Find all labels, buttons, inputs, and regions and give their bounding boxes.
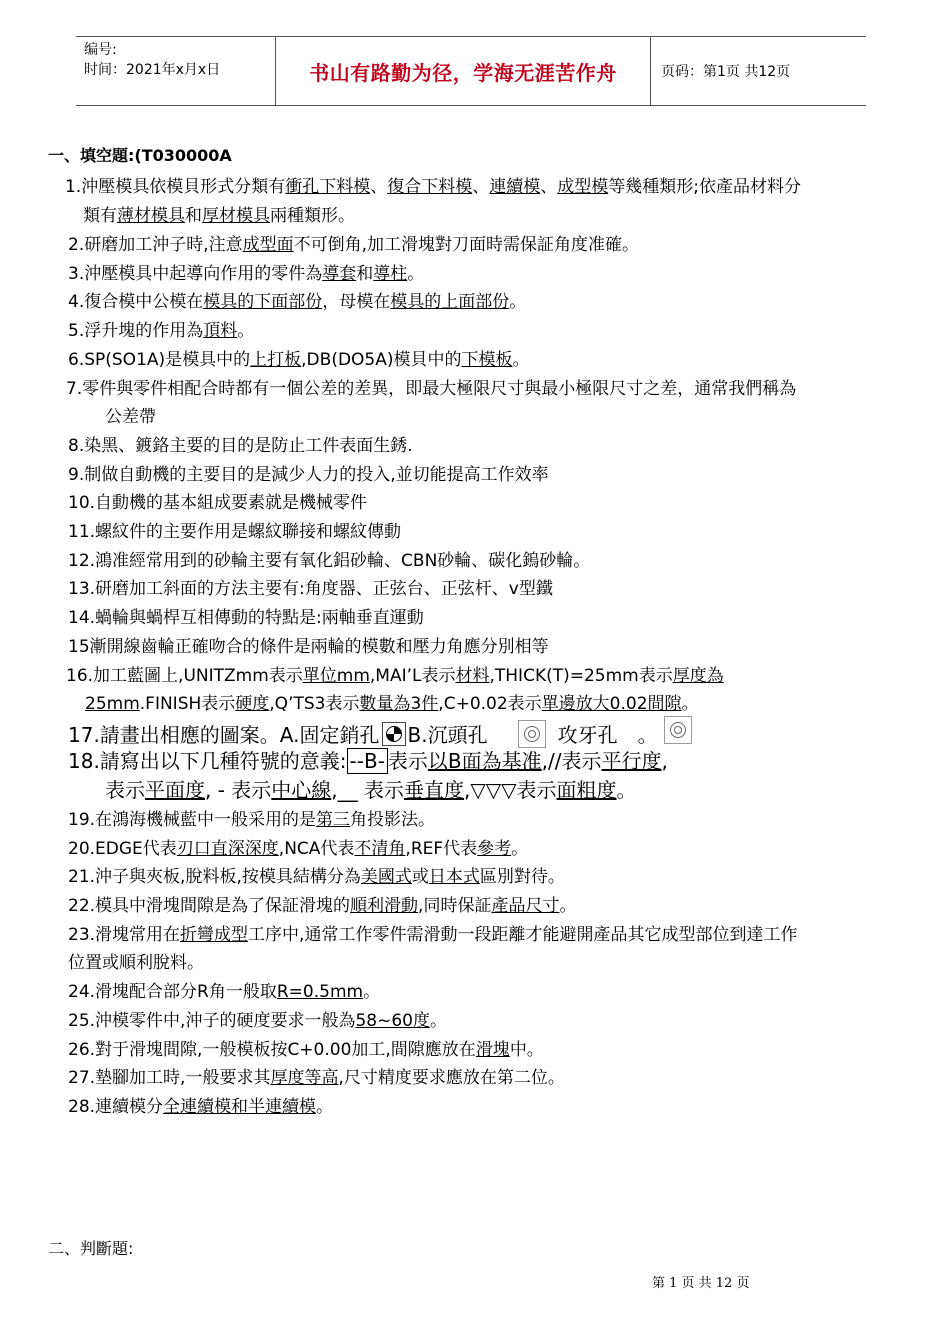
item-22: 22.模具中滑塊間隙是為了保証滑塊的順利滑動,同時保証產品尺寸。 — [68, 896, 577, 916]
item-23-line1: 23.滑塊常用在折彎成型工序中,通常工作零件需滑動一段距離才能避開產品其它成型部位到達工作 — [68, 925, 798, 945]
item-25: 25.沖模零件中,沖子的硬度要求一般為58~60度。 — [68, 1011, 447, 1031]
item-7-line2: 公差帶 — [105, 407, 156, 427]
tapped-hole-icon — [664, 716, 692, 744]
number-label: 编号: — [84, 42, 117, 58]
item-28: 28.連續模分全連續模和半連續模。 — [68, 1097, 334, 1117]
item-2: 2.研磨加工沖子時,注意成型面不可倒角,加工滑塊對刀面時需保証角度准確。 — [68, 235, 640, 255]
section2-title: 二、判斷題: — [48, 1239, 134, 1258]
item-18-line1: 18.請寫出以下几種符號的意義: --B- 表示以B面為基准,//表示平行度, — [68, 749, 668, 773]
page-footer: 第 1 页 共 12 页 — [652, 1276, 750, 1291]
item-23-line2: 位置或順利脫料。 — [68, 953, 204, 973]
header-motto: 书山有路勤为径，学海无涯苦作舟 — [276, 37, 651, 105]
item-9: 9.制做自動機的主要目的是減少人力的投入,並切能提高工作效率 — [68, 465, 549, 485]
item-10: 10.自動機的基本組成要素就是機械零件 — [68, 493, 368, 513]
item-14: 14.蝸輪與蝸桿互相傳動的特點是:兩軸垂直運動 — [68, 608, 424, 628]
item-12: 12.鴻准經常用到的砂輪主要有氧化鋁砂輪、CBN砂輪、碳化鎢砂輪。 — [68, 551, 591, 571]
item-1-line1: 1.沖壓模具依模貝形式分類有衝孔下料模、復合下料模、連續模、成型模等幾種類形;依產品材料分 — [65, 177, 801, 197]
item-15: 15漸開線齒輪正確吻合的條件是兩輪的模數和壓力角應分別相等 — [68, 637, 549, 657]
countersink-hole-icon — [518, 720, 546, 748]
item-17: 17.請畫出相應的圖案。A.固定銷孔 B.沉頭孔 攻牙孔 。 — [68, 716, 692, 748]
header-info — [76, 37, 276, 105]
item-7-line1: 7.零件與零件相配合時都有一個公差的差異，即最大極限尺寸與最小極限尺寸之差，通常我們稱為 — [66, 379, 797, 399]
item-24: 24.滑塊配合部分R角一般取R=0.5mm。 — [68, 982, 381, 1002]
item-13: 13.研磨加工斜面的方法主要有:角度器、正弦台、正弦杆、v型鐵 — [68, 579, 553, 599]
item-4: 4.復合模中公模在模具的下面部份，母模在模具的上面部份。 — [68, 292, 527, 312]
time-label: 时间：2021年x月x日 — [84, 62, 221, 78]
item-18-line2: 表示平面度, - 表示中心線,__ 表示垂直度,▽▽▽表示面粗度。 — [105, 778, 637, 802]
item-16-line2: 25mm.FINISH表示硬度,Q’TS3表示數量為3件,C+0.02表示單邊放大0.02間隙。 — [85, 694, 699, 714]
section1-title: 一、填空題:(T030000A — [48, 146, 232, 165]
item-5: 5.浮升塊的作用為頂料。 — [68, 321, 255, 341]
item-6: 6.SP(SO1A)是模具中的上打板,DB(DO5A)模貝中的下模板。 — [68, 350, 530, 370]
fixed-pin-hole-icon — [382, 722, 406, 746]
item-19: 19.在鴻海機械藍中一般采用的是第三角投影法。 — [68, 810, 436, 830]
item-3: 3.沖壓模具中起導向作用的零件為導套和導柱。 — [68, 264, 425, 284]
item-27: 27.墊腳加工時,一般要求其厚度等高,尺寸精度要求應放在第二位。 — [68, 1068, 565, 1088]
item-1-line2: 類有薄材模具和厚材模具兩種類形。 — [83, 206, 355, 226]
item-16-line1: 16.加工藍圖上,UNITZmm表示單位mm,MAI’L表示材料,THICK(T)=25mm表示厚度為 — [66, 666, 724, 686]
item-8: 8.染黑、鍍鉻主要的目的是防止工件表面生銹. — [68, 436, 413, 456]
header-page-label: 页码：第1页 共12页 — [661, 64, 791, 80]
page-header — [76, 36, 866, 106]
item-21: 21.沖子與夾板,脫料板,按模具結構分為美國式或日本式區別對待。 — [68, 867, 565, 887]
item-11: 11.螺紋件的主要作用是螺紋聯接和螺紋傳動 — [68, 522, 402, 542]
item-20: 20.EDGE代表刃口直深深度,NCA代表不清角,REF代表參考。 — [68, 839, 529, 859]
item-26: 26.對于滑塊間隙,一般模板按C+0.00加工,間隙應放在滑塊中。 — [68, 1040, 544, 1060]
